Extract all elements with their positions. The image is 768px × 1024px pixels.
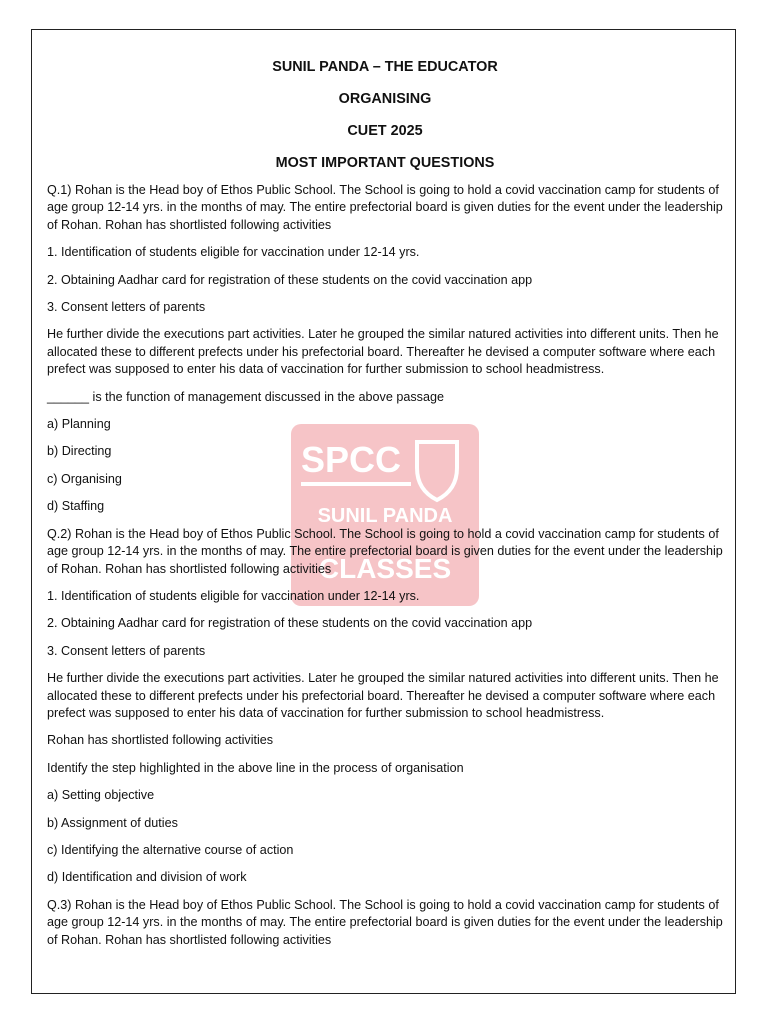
- q1-question: ______ is the function of management discussed in the above passage: [47, 389, 444, 404]
- q2-item: 2. Obtaining Aadhar card for registration of these students on the covid vaccination app: [47, 616, 533, 631]
- q2-option: d) Identification and division of work: [47, 870, 247, 885]
- q2-option: b) Assignment of duties: [47, 815, 178, 830]
- document-subject: ORGANISING: [338, 91, 432, 107]
- q1-item: 2. Obtaining Aadhar card for registration of these students on the covid vaccination app: [47, 272, 533, 287]
- q1-item: 3. Consent letters of parents: [47, 300, 206, 315]
- document-subtitle: MOST IMPORTANT QUESTIONS: [275, 155, 495, 171]
- watermark-classes-text: CLASSES: [318, 553, 452, 584]
- q2-item: 1. Identification of students eligible for vaccination under 12-14 yrs.: [47, 588, 420, 603]
- q2-passage: Q.2) Rohan is the Head boy of Ethos Public School. The School is going to hold a covid vaccination camp for students of age group 12-14 yrs. in the months of may. The entire prefectorial board is given duties for the event under the leadership of Rohan. Rohan has shortlisted following activities: [47, 526, 723, 576]
- q2-item: 3. Consent letters of parents: [47, 643, 206, 658]
- document-exam: CUET 2025: [347, 123, 423, 139]
- q2-option: c) Identifying the alternative course of action: [47, 842, 294, 857]
- q1-item: 1. Identification of students eligible for vaccination under 12-14 yrs.: [47, 245, 420, 260]
- q2-detail: He further divide the executions part activities. Later he grouped the similar natured activities into different units. Then he allocated these to different prefects under his prefectorial board. Thereafter he devised a computer software where each prefect was supposed to enter his data of vaccination for further submission to school headmistress.: [47, 671, 719, 720]
- q1-option: a) Planning: [47, 417, 111, 432]
- q2-option: a) Setting objective: [47, 788, 155, 803]
- q1-option: c) Organising: [47, 471, 122, 486]
- q1-option: b) Directing: [47, 444, 112, 459]
- watermark-name-text: SUNIL PANDA: [317, 505, 453, 527]
- document-title: SUNIL PANDA – THE EDUCATOR: [272, 59, 498, 75]
- document-content: [47, 58, 723, 959]
- q2-question: Identify the step highlighted in the above line in the process of organisation: [47, 760, 464, 775]
- q2-quote: Rohan has shortlisted following activities: [47, 733, 274, 748]
- q1-detail: He further divide the executions part activities. Later he grouped the similar natured activities into different units. Then he allocated these to different prefects under his prefectorial board. Thereafter he devised a computer software where each prefect was supposed to enter his data of vaccination for further submission to school headmistress.: [47, 327, 719, 377]
- watermark-spcc-text: SPCC: [301, 439, 402, 480]
- q1-option: d) Staffing: [47, 499, 105, 514]
- q3-passage: Q.3) Rohan is the Head boy of Ethos Public School. The School is going to hold a covid vaccination camp for students of age group 12-14 yrs. in the months of may. The entire prefectorial board is given duties for the event under the leadership of Rohan. Rohan has shortlisted following activities: [47, 897, 723, 947]
- q1-passage: Q.1) Rohan is the Head boy of Ethos Public School. The School is going to hold a covid vaccination camp for students of age group 12-14 yrs. in the months of may. The entire prefectorial board is given duties for the event under the leadership of Rohan. Rohan has shortlisted following activities: [47, 183, 723, 232]
